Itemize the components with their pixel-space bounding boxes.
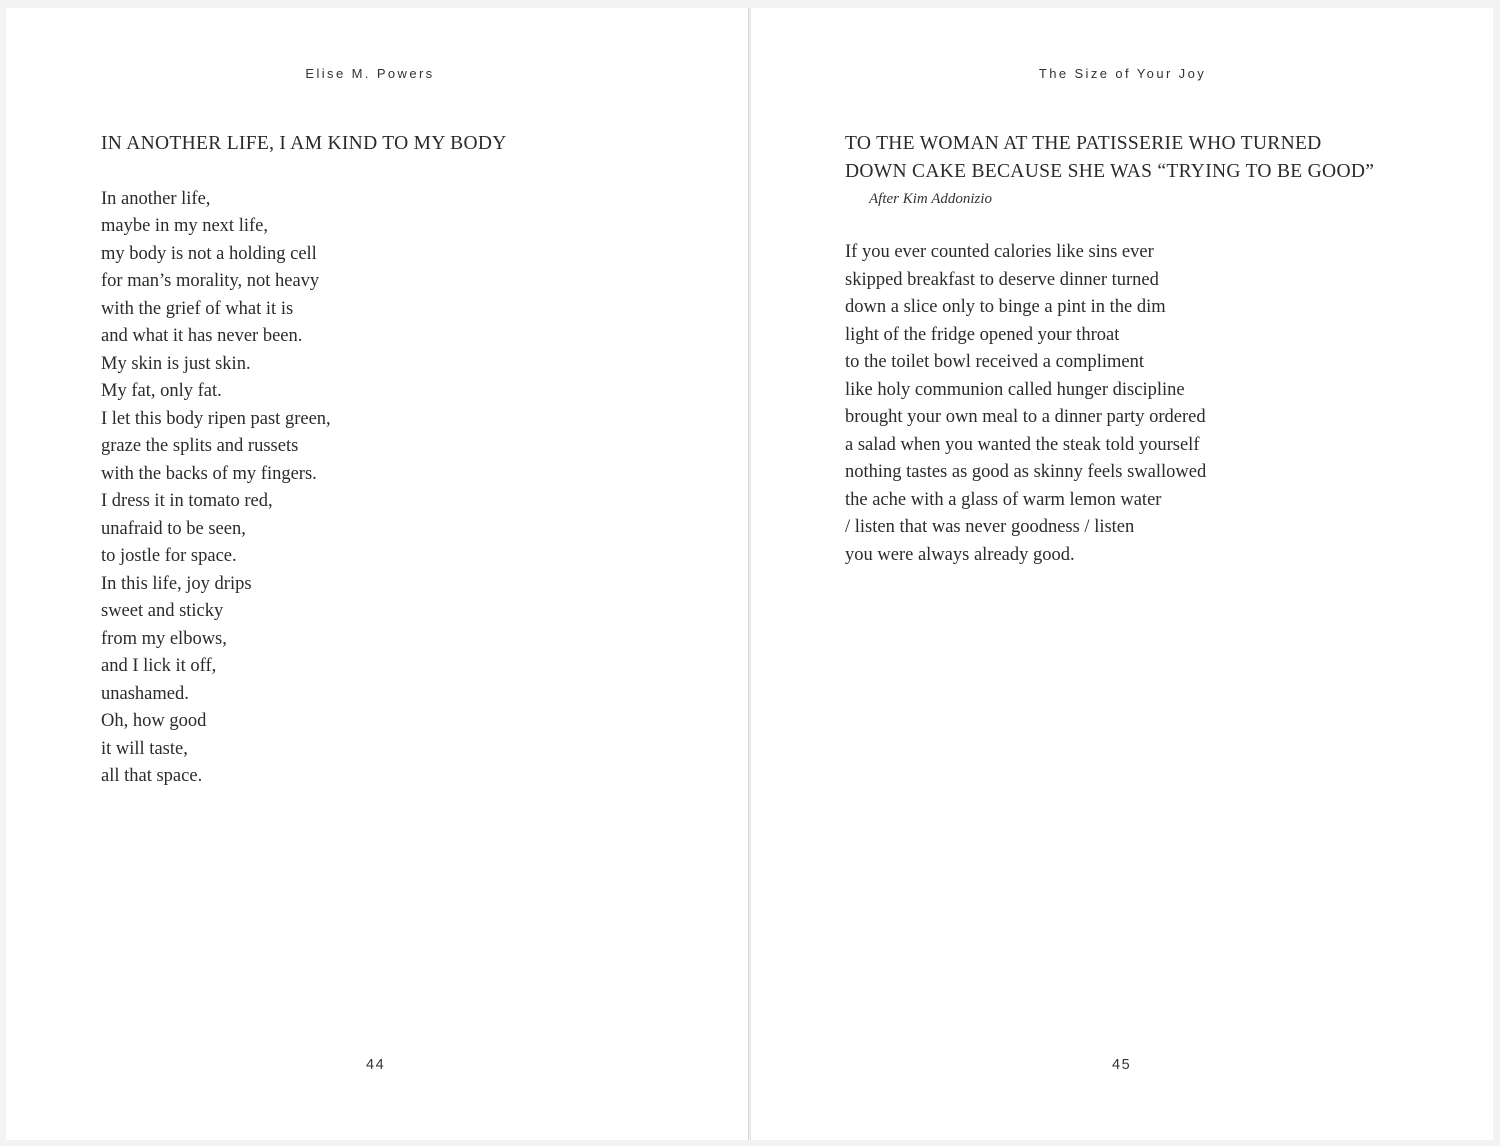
poem-line: and I lick it off, xyxy=(101,656,217,676)
poem-line: the ache with a glass of warm lemon water xyxy=(845,489,1162,510)
page-number-right: 45 xyxy=(1112,1057,1132,1073)
poem-line: skipped breakfast to deserve dinner turned xyxy=(845,269,1159,290)
poem-line: unashamed. xyxy=(101,683,189,704)
poem-line: unafraid to be seen, xyxy=(101,518,246,539)
poem-line: you were always already good. xyxy=(845,544,1075,565)
poem-line: down a slice only to binge a pint in the dim xyxy=(845,297,1166,317)
poem-line: with the grief of what it is xyxy=(101,298,294,319)
poem-line: all that space. xyxy=(101,766,203,786)
poem-left xyxy=(101,130,507,791)
poem-line: If you ever counted calories like sins ever xyxy=(845,242,1154,262)
poem-right xyxy=(845,130,1374,569)
poem-line: for man’s morality, not heavy xyxy=(101,271,320,291)
poem-line: Oh, how good xyxy=(101,711,207,731)
poem-title-line: TO THE WOMAN AT THE PATISSERIE WHO TURNED xyxy=(845,133,1322,154)
poem-line: brought your own meal to a dinner party ordered xyxy=(845,407,1206,427)
poem-line: light of the fridge opened your throat xyxy=(845,324,1120,345)
poem-line: with the backs of my fingers. xyxy=(101,463,317,484)
poem-line: it will taste, xyxy=(101,738,188,759)
poem-line: my body is not a holding cell xyxy=(101,243,317,264)
poem-line: In another life, xyxy=(101,188,211,209)
poem-body xyxy=(845,239,1374,569)
poem-line: graze the splits and russets xyxy=(101,436,299,456)
poem-line: maybe in my next life, xyxy=(101,216,268,236)
poem-line: a salad when you wanted the steak told yourself xyxy=(845,434,1200,455)
poem-body xyxy=(101,186,507,791)
running-head-author: Elise M. Powers xyxy=(305,66,435,81)
poem-line: to the toilet bowl received a compliment xyxy=(845,352,1144,372)
poem-line: My skin is just skin. xyxy=(101,353,251,374)
page-number-left: 44 xyxy=(366,1057,386,1073)
poem-line: nothing tastes as good as skinny feels swallowed xyxy=(845,462,1207,482)
poem-line: like holy communion called hunger discipline xyxy=(845,379,1185,400)
running-head-book-title: The Size of Your Joy xyxy=(1038,66,1207,81)
poem-line: from my elbows, xyxy=(101,628,227,649)
poem-line: In this life, joy drips xyxy=(101,573,252,594)
poem-line: / listen that was never goodness / listen xyxy=(845,517,1135,537)
poem-line: My fat, only fat. xyxy=(101,381,222,401)
left-page xyxy=(6,8,749,1140)
poem-line: sweet and sticky xyxy=(101,601,224,621)
right-page xyxy=(750,8,1493,1140)
poem-line: and what it has never been. xyxy=(101,326,303,346)
epigraph: After Kim Addonizio xyxy=(869,191,993,207)
poem-title: IN ANOTHER LIFE, I AM KIND TO MY BODY xyxy=(101,133,507,154)
poem-line: I let this body ripen past green, xyxy=(101,408,331,429)
poem-line: I dress it in tomato red, xyxy=(101,491,273,511)
poem-title-line: DOWN CAKE BECAUSE SHE WAS “TRYING TO BE GOOD” xyxy=(845,160,1375,182)
poem-line: to jostle for space. xyxy=(101,546,237,566)
